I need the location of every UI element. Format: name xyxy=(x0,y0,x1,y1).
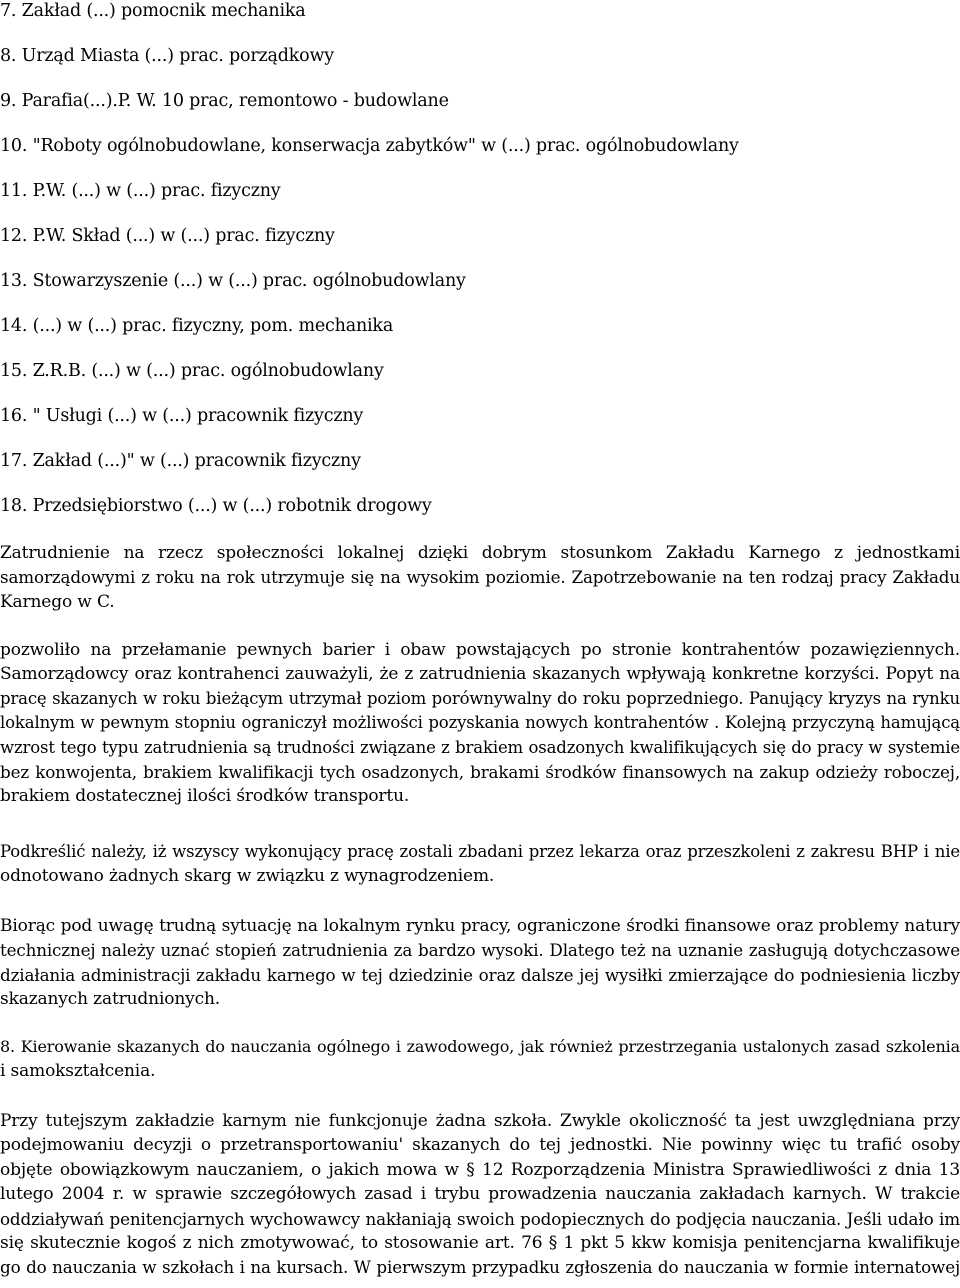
paragraph-line: podejmowaniu decyzji o przetransportowaniu' skazanych do tej jednostki. Nie powinny więc tu trafić osoby xyxy=(0,1135,960,1156)
paragraph-line: Biorąc pod uwagę trudną sytuację na lokalnym rynku pracy, ograniczone środki finansowe oraz problemy natury xyxy=(0,916,960,936)
list-item: 8. Urząd Miasta (...) prac. porządkowy xyxy=(0,46,334,66)
paragraph-line: wzrost tego typu zatrudnienia są trudności związane z brakiem osadzonych kwalifikujących się do pracy w systemie xyxy=(0,737,960,757)
paragraph-line: i samokształcenia. xyxy=(0,1061,156,1082)
paragraph-line: bez konwojenta, brakiem kwalifikacji tych osadzonych, brakami środków finansowych na zakup odzieży roboczej, xyxy=(0,762,960,783)
paragraph-line: odnotowano żadnych skarg w związku z wynagrodzeniem. xyxy=(0,866,495,887)
list-item: 15. Z.R.B. (...) w (...) prac. ogólnobudowlany xyxy=(0,361,384,381)
list-item: 16. " Usługi (...) w (...) pracownik fizyczny xyxy=(0,406,364,426)
paragraph-line: Przy tutejszym zakładzie karnym nie funkcjonuje żadna szkoła. Zwykle okoliczność ta jest uwzględniana przy xyxy=(0,1111,960,1131)
paragraph-line: Karnego w C. xyxy=(0,591,115,612)
paragraph-line: Zatrudnienie na rzecz społeczności lokalnej dzięki dobrym stosunkom Zakładu Karnego z jednostkami xyxy=(0,543,960,563)
paragraph-line: samorządowymi z roku na rok utrzymuje się na wysokim poziomie. Zapotrzebowanie na ten rodzaj pracy Zakładu xyxy=(0,567,960,588)
paragraph-line: lokalnym w pewnym stopniu ograniczył możliwości pozyskania nowych kontrahentów . Kolejną przyczyną hamującą xyxy=(0,713,960,733)
paragraph-line: technicznej należy uznać stopień zatrudnienia za bardzo wysoki. Dlatego też na uznanie zasługują dotychczasowe xyxy=(0,940,960,961)
list-item: 11. P.W. (...) w (...) prac. fizyczny xyxy=(0,181,281,201)
paragraph-line: skazanych zatrudnionych. xyxy=(0,989,221,1010)
paragraph-line: pozwoliło na przełamanie pewnych barier i obaw powstających po stronie kontrahentów pozawięziennych. xyxy=(0,640,960,660)
paragraph-line: objęte obowiązkowym nauczaniem, o jakich mowa w § 12 Rozporządzenia Ministra Sprawiedliwości z dnia 13 xyxy=(0,1159,960,1180)
paragraph-line: go do nauczania w szkołach i na kursach. W pierwszym przypadku zgłoszenia do nauczania w formie internatowej xyxy=(0,1257,960,1278)
paragraph-line: pracę skazanych w roku bieżącym utrzymał poziom porównywalny do roku poprzedniego. Panujący kryzys na rynku xyxy=(0,688,960,708)
paragraph-line: się skutecznie kogoś z nich zmotywować, to stosowanie art. 76 § 1 pkt 5 kkw komisja penitencjarna kwalifikuje xyxy=(0,1233,960,1254)
list-item: 9. Parafia(...).P. W. 10 prac, remontowo - budowlane xyxy=(0,91,449,111)
paragraph-line: działania administracji zakładu karnego w tej dziedzinie oraz dalsze jej wysiłki zmierzające do podniesienia liczby xyxy=(0,964,960,985)
paragraph-line: brakiem dostatecznej ilości środków transportu. xyxy=(0,786,410,807)
list-item: 7. Zakład (...) pomocnik mechanika xyxy=(0,1,306,21)
list-item: 12. P.W. Skład (...) w (...) prac. fizyczny xyxy=(0,226,335,246)
list-item: 13. Stowarzyszenie (...) w (...) prac. ogólnobudowlany xyxy=(0,271,466,291)
paragraph-employment-community xyxy=(0,541,960,614)
paragraph-labor-market xyxy=(0,914,960,1012)
paragraph-school xyxy=(0,1109,960,1280)
paragraph-barriers xyxy=(0,638,960,809)
paragraph-line: Samorządowcy oraz kontrahenci zauważyli, że z zatrudnienia skazanych wpływają konkretne korzyści. Popyt na xyxy=(0,664,960,685)
paragraph-line: 8. Kierowanie skazanych do nauczania ogólnego i zawodowego, jak również przestrzegania ustalonych zasad szkolenia xyxy=(0,1037,960,1056)
list-item: 17. Zakład (...)" w (...) pracownik fizyczny xyxy=(0,451,361,471)
list-item: 10. "Roboty ogólnobudowlane, konserwacja zabytków" w (...) prac. ogólnobudowlany xyxy=(0,136,739,156)
paragraph-line: lutego 2004 r. w sprawie szczegółowych zasad i trybu prowadzenia nauczania zakładach karnych. W trakcie xyxy=(0,1184,960,1205)
paragraph-line: oddziaływań penitencjarnych wychowawcy nakłaniają swoich podopiecznych do podjęcia nauczania. Jeśli udało im xyxy=(0,1208,960,1229)
paragraph-line: Podkreślić należy, iż wszyscy wykonujący pracę zostali zbadani przez lekarza oraz przeszkoleni z zakresu BHP i nie xyxy=(0,842,960,861)
paragraph-health-safety xyxy=(0,840,960,889)
section-heading-education xyxy=(0,1035,960,1084)
list-item: 14. (...) w (...) prac. fizyczny, pom. mechanika xyxy=(0,316,394,336)
list-item: 18. Przedsiębiorstwo (...) w (...) robotnik drogowy xyxy=(0,496,432,516)
